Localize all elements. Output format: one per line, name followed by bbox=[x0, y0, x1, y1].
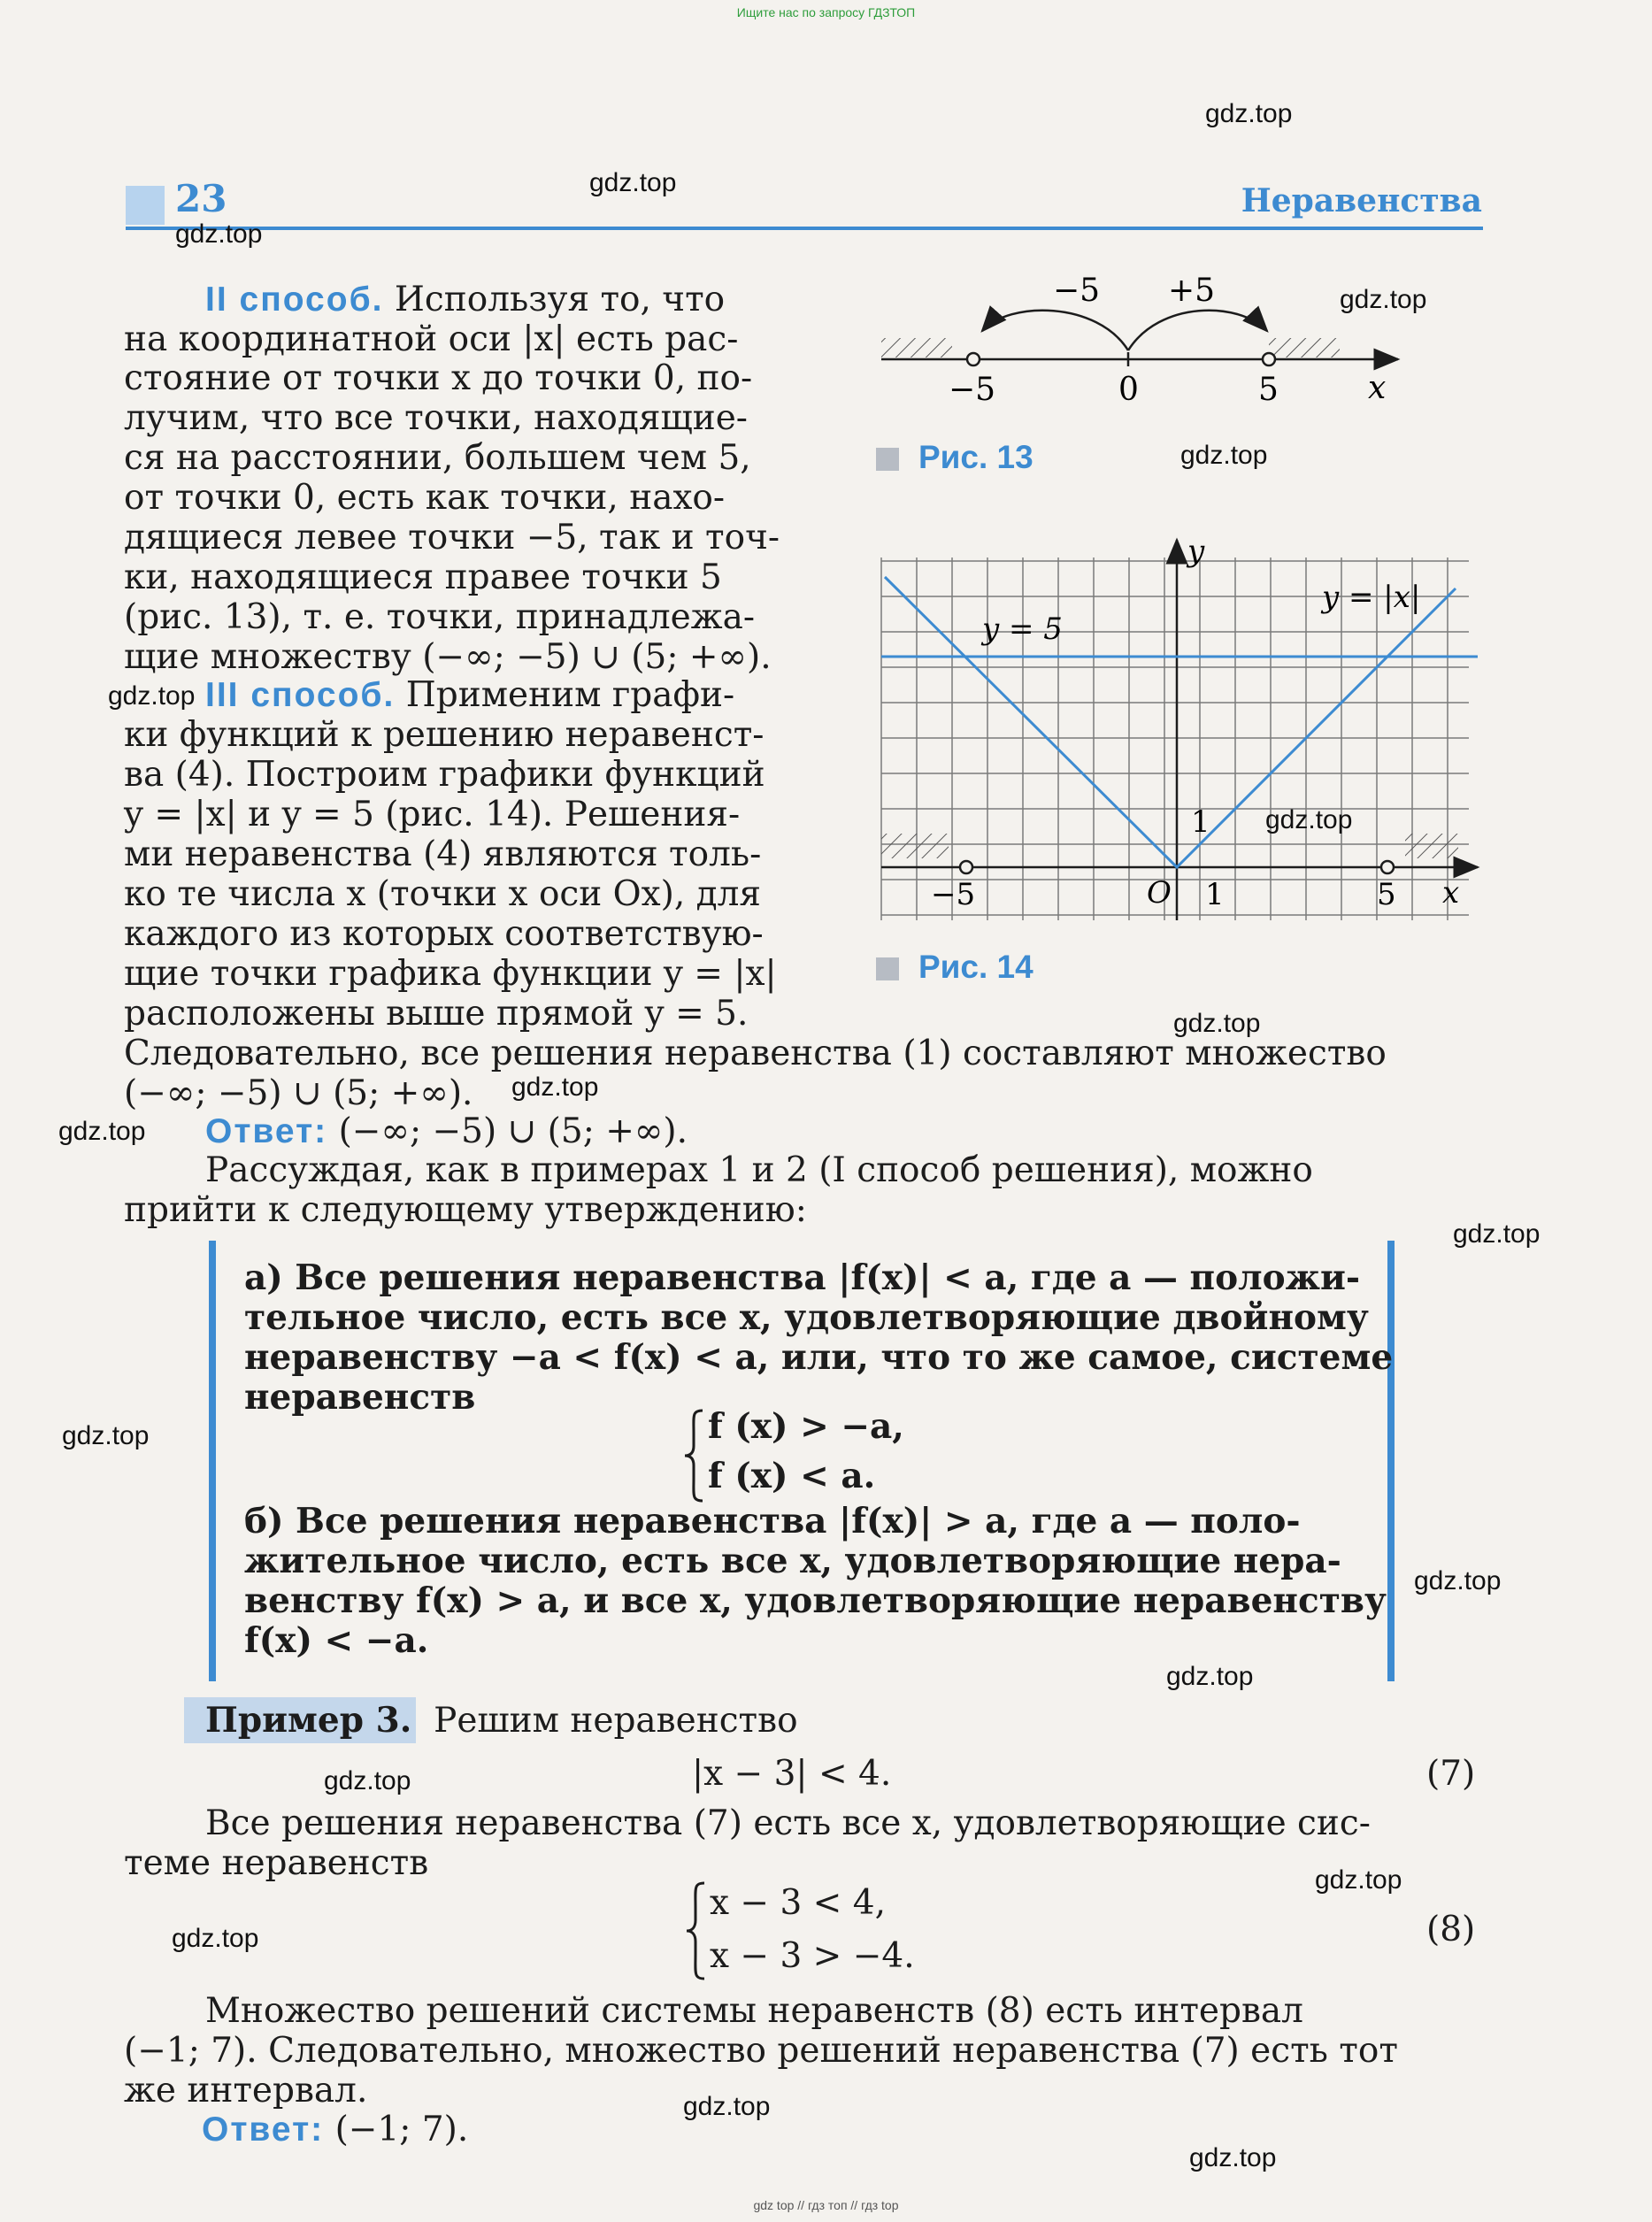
header-marker bbox=[126, 186, 165, 225]
rule-a-system-2: f (x) < a. bbox=[708, 1456, 876, 1496]
watermark: gdz.top bbox=[175, 219, 263, 249]
point-5-14 bbox=[1381, 861, 1394, 873]
left-hatch-14 bbox=[881, 834, 949, 858]
example-3-heading bbox=[205, 1701, 798, 1741]
method2-line-7: дящиеся левее точки −5, так и точ- bbox=[124, 518, 780, 557]
example-3-brace bbox=[683, 1880, 710, 1982]
watermark: gdz.top bbox=[1166, 1662, 1254, 1691]
label-minus5-top: −5 bbox=[1053, 273, 1101, 309]
right-hatch bbox=[1269, 338, 1340, 358]
label-plus5-top: +5 bbox=[1168, 273, 1216, 309]
watermark: gdz.top bbox=[62, 1421, 150, 1450]
method2-lead: II способ. bbox=[205, 281, 384, 319]
reasoning-line-2: прийти к следующему утверждению: bbox=[124, 1190, 807, 1230]
watermark: gdz.top bbox=[683, 2092, 771, 2121]
label-origin: O bbox=[1147, 875, 1172, 911]
label-y: y bbox=[1187, 534, 1205, 569]
watermark: gdz.top bbox=[1180, 441, 1268, 470]
rule-a-line-2: тельное число, есть все x, удовлетворяющие двойному bbox=[244, 1297, 1369, 1338]
method2-line-2: на координатной оси |x| есть рас- bbox=[124, 319, 739, 359]
method2-line-10: щие множеству (−∞; −5) ∪ (5; +∞). bbox=[124, 637, 772, 677]
watermark: gdz.top bbox=[1414, 1566, 1502, 1595]
method2-line-6: от точки 0, есть как точки, нахо- bbox=[124, 478, 726, 518]
figure-14 bbox=[867, 522, 1487, 929]
method3-line-4: y = |x| и y = 5 (рис. 14). Решения- bbox=[124, 795, 741, 834]
method2-line-9: (рис. 13), т. е. точки, принадлежа- bbox=[124, 597, 756, 637]
section-title: Неравенства bbox=[1241, 182, 1482, 219]
rule-box-right-bar bbox=[1387, 1241, 1395, 1681]
rule-b-line-3: венству f(x) > a, и все x, удовлетворяющие неравенству bbox=[244, 1580, 1387, 1621]
watermark: gdz.top bbox=[1265, 805, 1353, 834]
equation-number-7: (7) bbox=[1426, 1754, 1476, 1794]
top-note: Ищите нас по запросу ГДЗТОП bbox=[736, 5, 916, 19]
rule-b-line-4: f(x) < −a. bbox=[244, 1620, 429, 1661]
answer-1-value: (−∞; −5) ∪ (5; +∞). bbox=[338, 1111, 688, 1151]
header-rule bbox=[126, 227, 1483, 230]
figure-13 bbox=[867, 265, 1416, 425]
example-3-line-2: теме неравенств bbox=[124, 1843, 429, 1883]
watermark: gdz.top bbox=[511, 1073, 599, 1102]
method3-lead: III способ. bbox=[205, 676, 396, 714]
watermark: gdz.top bbox=[1189, 2143, 1277, 2172]
rule-a-line-3: неравенству −a < f(x) < a, или, что то же самое, системе bbox=[244, 1337, 1394, 1378]
rule-b-line-2: жительное число, есть все x, удовлетворяющие нера- bbox=[244, 1541, 1341, 1581]
example-3-label: Пример 3. bbox=[205, 1700, 412, 1741]
label-y-equals-5: y = 5 bbox=[982, 611, 1063, 647]
conclusion-line-2: (−∞; −5) ∪ (5; +∞). bbox=[124, 1073, 473, 1113]
method3-line-3: ва (4). Построим графики функций bbox=[124, 755, 765, 795]
point-minus5 bbox=[967, 353, 980, 365]
label-x-five: 5 bbox=[1377, 877, 1396, 912]
method3-line-9: расположены выше прямой y = 5. bbox=[124, 994, 749, 1034]
method2-line-5: ся на расстоянии, большем чем 5, bbox=[124, 438, 751, 478]
equation-number-8: (8) bbox=[1426, 1910, 1476, 1949]
label-x-14: x bbox=[1442, 875, 1460, 911]
watermark: gdz.top bbox=[1315, 1865, 1402, 1895]
label-y-one: 1 bbox=[1191, 804, 1210, 840]
graph-abs-x bbox=[885, 577, 1456, 867]
watermark: gdz.top bbox=[1453, 1219, 1541, 1249]
method3-line-5: ми неравенства (4) являются толь- bbox=[124, 834, 762, 874]
label-x: x bbox=[1368, 370, 1387, 406]
rule-a-brace bbox=[681, 1407, 708, 1504]
bottom-note: gdz top // гдз топ // гдз top bbox=[753, 2198, 899, 2212]
rule-b-line-1: б) Все решения неравенства |f(x)| > a, где a — поло- bbox=[244, 1501, 1301, 1542]
watermark: gdz.top bbox=[1205, 99, 1293, 128]
answer-1 bbox=[205, 1111, 688, 1151]
rule-box-left-bar bbox=[209, 1241, 216, 1681]
example-3-system-2: x − 3 > −4. bbox=[710, 1936, 915, 1976]
watermark: gdz.top bbox=[1173, 1009, 1261, 1038]
watermark: gdz.top bbox=[172, 1924, 259, 1953]
label-five: 5 bbox=[1258, 372, 1279, 408]
example-3-line-3: Множество решений системы неравенств (8) есть интервал bbox=[205, 1991, 1303, 2031]
left-hatch bbox=[881, 338, 952, 358]
method3-line-1: III способ. Применим графи- bbox=[205, 675, 735, 715]
method3-line-2: ки функций к решению неравенст- bbox=[124, 715, 765, 755]
watermark: gdz.top bbox=[58, 1117, 146, 1146]
method3-line-7: каждого из которых соответствую- bbox=[124, 914, 764, 954]
example-3-line-5: же интервал. bbox=[124, 2071, 368, 2111]
reasoning-line-1: Рассуждая, как в примерах 1 и 2 (I способ решения), можно bbox=[205, 1150, 1313, 1190]
point-minus5-14 bbox=[960, 861, 972, 873]
label-x-one: 1 bbox=[1205, 877, 1225, 912]
answer-1-label: Ответ: bbox=[205, 1112, 328, 1150]
label-y-abs-x: y = |x| bbox=[1322, 580, 1421, 615]
label-minus5: −5 bbox=[949, 372, 996, 408]
figure-14-caption: Рис. 14 bbox=[876, 949, 1033, 986]
watermark: gdz.top bbox=[1340, 285, 1427, 314]
label-zero: 0 bbox=[1118, 372, 1139, 408]
method3-line-8: щие точки графика функции y = |x| bbox=[124, 954, 777, 994]
figure-13-caption: Рис. 13 bbox=[876, 439, 1033, 476]
example-3-line-1: Все решения неравенства (7) есть все x, удовлетворяющие сис- bbox=[205, 1803, 1371, 1843]
watermark: gdz.top bbox=[108, 681, 196, 711]
rule-a-line-4: неравенств bbox=[244, 1377, 476, 1418]
conclusion-line-1: Следовательно, все решения неравенства (1) составляют множество bbox=[124, 1034, 1387, 1073]
method2-line-1: II способ. Используя то, что bbox=[205, 280, 726, 319]
method3-line-6: ко те числа x (точки x оси Ox), для bbox=[124, 874, 762, 914]
example-3-intro: Решим неравенство bbox=[434, 1701, 798, 1741]
example-3-system-1: x − 3 < 4, bbox=[710, 1883, 886, 1923]
left-arc-arrow bbox=[982, 311, 1128, 350]
answer-2 bbox=[202, 2110, 468, 2149]
answer-2-label: Ответ: bbox=[202, 2111, 325, 2149]
label-x-minus5: −5 bbox=[931, 877, 976, 912]
example-3-inequality: |x − 3| < 4. bbox=[692, 1754, 892, 1794]
method2-line-8: ки, находящиеся правее точки 5 bbox=[124, 557, 722, 597]
method2-line-4: лучим, что все точки, находящие- bbox=[124, 398, 748, 438]
watermark: gdz.top bbox=[324, 1766, 411, 1795]
method2-line-3: стояние от точки x до точки 0, по- bbox=[124, 358, 753, 398]
page-number: 23 bbox=[175, 177, 227, 220]
watermark: gdz.top bbox=[589, 168, 677, 197]
right-hatch-14 bbox=[1405, 834, 1458, 858]
point-5 bbox=[1263, 353, 1275, 365]
example-3-line-4: (−1; 7). Следовательно, множество решений неравенства (7) есть тот bbox=[124, 2031, 1398, 2071]
rule-a-system-1: f (x) > −a, bbox=[708, 1406, 904, 1447]
right-arc-arrow bbox=[1128, 311, 1267, 350]
rule-a-line-1: а) Все решения неравенства |f(x)| < a, где a — положи- bbox=[244, 1257, 1361, 1298]
answer-2-value: (−1; 7). bbox=[334, 2110, 469, 2149]
